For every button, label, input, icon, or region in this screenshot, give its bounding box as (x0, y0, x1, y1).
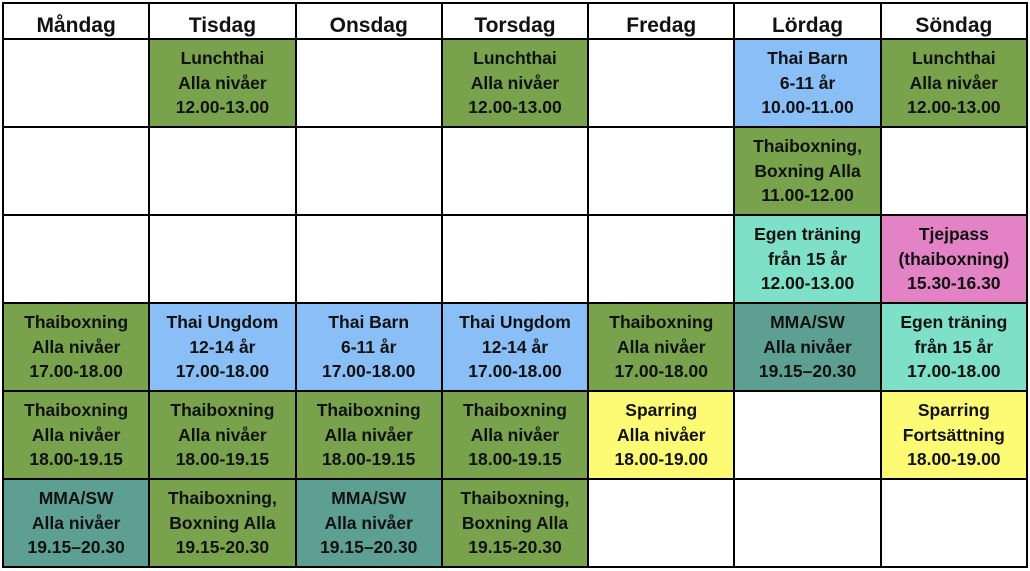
empty-cell (881, 479, 1027, 567)
empty-cell (588, 127, 734, 215)
class-time: 11.00-12.00 (761, 185, 854, 206)
empty-cell (588, 215, 734, 303)
class-name: Thaiboxning, (753, 136, 862, 157)
class-cell (3, 303, 149, 391)
empty-cell (588, 39, 734, 127)
class-time: 18.00-19.00 (907, 449, 1001, 470)
class-name: Thaiboxning (316, 400, 421, 421)
class-detail: 12-14 år (481, 336, 549, 357)
class-name: Thai Ungdom (166, 312, 279, 333)
class-detail: Alla nivåer (31, 336, 121, 357)
class-time: 15.30-16.30 (907, 273, 1001, 294)
empty-cell (296, 215, 442, 303)
table-row (3, 127, 1027, 215)
class-time: 17.00-18.00 (907, 361, 1001, 382)
class-detail: Alla nivåer (470, 424, 560, 445)
class-time: 17.00-18.00 (321, 361, 416, 382)
class-cell (881, 303, 1027, 391)
empty-cell (442, 215, 588, 303)
class-time: 19.15–20.30 (320, 537, 418, 558)
class-time: 12.00-13.00 (468, 97, 562, 118)
class-name: Thaiboxning, (460, 488, 570, 509)
class-time: 10.00-11.00 (761, 97, 854, 118)
empty-cell (296, 39, 442, 127)
class-cell (588, 303, 734, 391)
table-row (3, 215, 1027, 303)
class-name: MMA/SW (331, 488, 407, 509)
class-detail: Alla nivåer (178, 72, 267, 93)
table-row (3, 303, 1027, 391)
table-row (3, 479, 1027, 567)
class-detail: Alla nivåer (909, 72, 999, 93)
empty-cell (881, 127, 1027, 215)
class-name: Thai Barn (328, 312, 410, 333)
class-time: 12.00-13.00 (760, 273, 855, 294)
class-time: 12.00-13.00 (175, 97, 270, 118)
class-detail: 12-14 år (189, 336, 256, 357)
class-cell (149, 39, 295, 127)
class-cell (442, 303, 588, 391)
class-detail: Boxning Alla (754, 160, 861, 181)
class-time: 17.00-18.00 (29, 361, 123, 382)
empty-cell (734, 479, 880, 567)
class-cell (734, 215, 880, 303)
class-time: 18.00-19.15 (175, 449, 270, 470)
class-name: Thaiboxning (24, 400, 129, 421)
class-detail: Fortsättning (902, 424, 1005, 445)
class-time: 18.00-19.15 (29, 449, 123, 470)
table-row (3, 391, 1027, 479)
class-name: Thaiboxning, (167, 488, 277, 509)
class-detail: Alla nivåer (31, 424, 121, 445)
class-cell (734, 39, 880, 127)
class-cell (588, 391, 734, 479)
class-time: 18.00-19.15 (321, 449, 416, 470)
class-name: MMA/SW (38, 488, 114, 509)
day-header-friday: Fredag (588, 3, 734, 39)
class-detail: Alla nivåer (617, 336, 706, 357)
empty-cell (149, 127, 295, 215)
table-row (3, 39, 1027, 127)
day-header-thursday: Torsdag (442, 3, 588, 39)
class-detail: Boxning Alla (461, 512, 569, 533)
class-name: Tjejpass (918, 224, 989, 245)
class-time: 17.00-18.00 (175, 361, 270, 382)
class-name: Thaiboxning (24, 312, 129, 333)
class-name: Thaiboxning (462, 400, 567, 421)
class-cell (149, 391, 295, 479)
class-cell (734, 303, 880, 391)
day-header-monday: Måndag (3, 3, 149, 39)
empty-cell (149, 215, 295, 303)
class-time: 19.15–20.30 (758, 361, 857, 382)
class-cell (3, 479, 149, 567)
class-time: 17.00-18.00 (468, 361, 562, 382)
class-name: Egen träning (754, 224, 862, 245)
day-header-tuesday: Tisdag (149, 3, 295, 39)
class-time: 17.00-18.00 (614, 361, 708, 382)
class-cell (149, 479, 295, 567)
class-detail: Alla nivåer (763, 336, 852, 357)
class-cell (296, 479, 442, 567)
empty-cell (3, 127, 149, 215)
class-detail: 6-11 år (340, 336, 397, 357)
class-detail: Alla nivåer (324, 424, 413, 445)
class-cell (442, 479, 588, 567)
class-name: Lunchthai (180, 48, 265, 69)
class-detail: från 15 år (914, 336, 994, 357)
schedule-body (3, 39, 1027, 567)
class-name: Sparring (625, 400, 698, 421)
class-name: Thaiboxning (609, 312, 714, 333)
class-time: 19.15-20.30 (175, 537, 270, 558)
class-cell (442, 391, 588, 479)
class-name: Thaiboxning (170, 400, 275, 421)
class-time: 12.00-13.00 (907, 97, 1001, 118)
class-time: 18.00-19.00 (614, 449, 708, 470)
class-name: Lunchthai (912, 48, 996, 69)
class-name: Egen träning (900, 312, 1008, 333)
class-cell (881, 215, 1027, 303)
class-cell (881, 39, 1027, 127)
empty-cell (3, 39, 149, 127)
class-detail: Boxning Alla (169, 512, 276, 533)
class-detail: Alla nivåer (178, 424, 267, 445)
class-time: 19.15-20.30 (468, 537, 562, 558)
class-detail: 6-11 år (779, 72, 836, 93)
class-detail: Alla nivåer (324, 512, 413, 533)
empty-cell (296, 127, 442, 215)
class-name: Thai Barn (767, 48, 848, 69)
class-detail: Alla nivåer (617, 424, 706, 445)
class-name: Thai Ungdom (459, 312, 571, 333)
class-detail: från 15 år (768, 248, 847, 269)
empty-cell (3, 215, 149, 303)
class-time: 19.15–20.30 (27, 537, 125, 558)
class-cell (881, 391, 1027, 479)
class-cell (149, 303, 295, 391)
schedule-table (2, 2, 1028, 568)
class-name: Lunchthai (473, 48, 557, 69)
day-header-saturday: Lördag (734, 3, 880, 39)
class-detail: Alla nivåer (470, 72, 560, 93)
class-detail: (thaiboxning) (898, 248, 1010, 269)
empty-cell (734, 391, 880, 479)
class-cell (296, 391, 442, 479)
class-cell (734, 127, 880, 215)
class-time: 18.00-19.15 (468, 449, 562, 470)
class-cell (3, 391, 149, 479)
empty-cell (588, 479, 734, 567)
class-cell (442, 39, 588, 127)
day-header-sunday: Söndag (881, 3, 1027, 39)
class-detail: Alla nivåer (31, 512, 121, 533)
class-name: MMA/SW (770, 312, 845, 333)
day-header-wednesday: Onsdag (296, 3, 442, 39)
empty-cell (442, 127, 588, 215)
class-name: Sparring (917, 400, 990, 421)
class-cell (296, 303, 442, 391)
header-row (3, 3, 1027, 39)
